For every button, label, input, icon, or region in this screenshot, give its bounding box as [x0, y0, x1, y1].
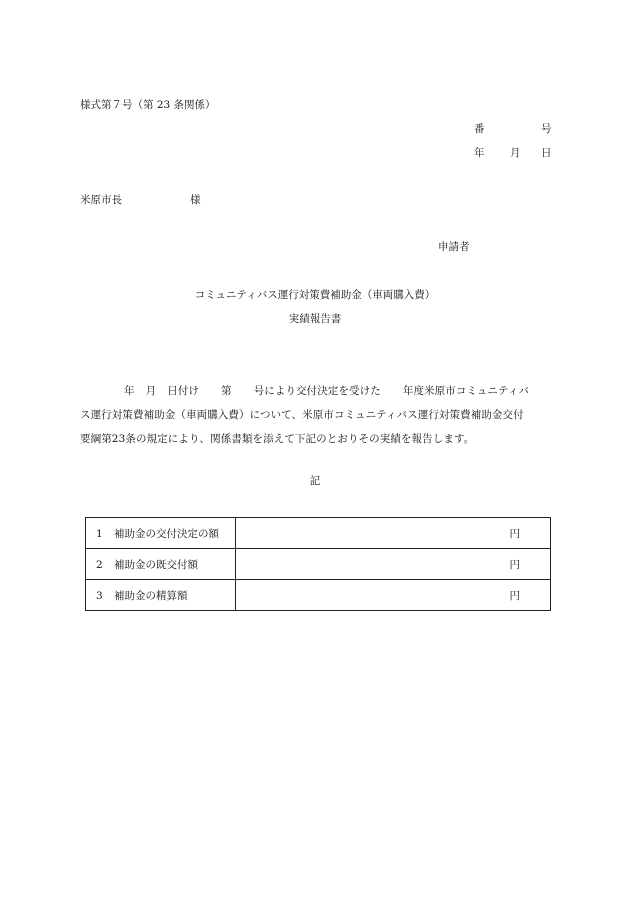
body-month: 月 [145, 385, 157, 397]
table-row [86, 580, 551, 611]
yen-unit: 円 [509, 558, 520, 571]
ki-heading: 記 [309, 475, 321, 487]
row-label-text: 補助金の交付決定の額 [114, 527, 219, 540]
body-line-1 [80, 379, 552, 403]
body-year: 年 [124, 385, 135, 397]
ref-ban-label: 番 [474, 123, 485, 135]
addressee [80, 193, 201, 207]
date-day-label: 日 [541, 147, 552, 159]
yen-unit: 円 [509, 589, 520, 602]
row-label [86, 518, 236, 549]
body-dated: 日付け [167, 385, 200, 397]
row-label [86, 580, 236, 611]
date-year-label: 年 [474, 147, 485, 159]
yen-unit: 円 [509, 527, 520, 540]
amounts-table [85, 517, 551, 611]
form-number: 様式第７号（第 23 条関係） [80, 99, 216, 111]
body-fiscal: 年度米原市コミュニティバ [402, 385, 529, 397]
row-label [86, 549, 236, 580]
addressee-name: 米原市長 [80, 194, 122, 206]
amount-field[interactable] [236, 580, 551, 611]
body-line-2: ス運行対策費補助金（車両購入費）について、米原市コミュニティバス運行対策費補助金交付 [80, 409, 524, 421]
amount-field[interactable] [236, 549, 551, 580]
addressee-honorific: 様 [190, 194, 201, 206]
report-body [80, 379, 552, 451]
body-line-3: 要綱第23条の規定により、関係書類を添えて下記のとおりその実績を報告します。 [80, 433, 475, 445]
date-month-label: 月 [510, 147, 521, 159]
applicant-label: 申請者 [438, 241, 470, 253]
body-dai: 第 [221, 385, 232, 397]
document-subtitle: 実績報告書 [288, 313, 342, 325]
row-number: 3 [96, 589, 103, 602]
table-row [86, 518, 551, 549]
table-row [86, 549, 551, 580]
ref-go-label: 号 [541, 123, 552, 135]
row-number: 1 [96, 527, 103, 540]
row-label-text: 補助金の精算額 [114, 589, 188, 602]
document-title: コミュニティバス運行対策費補助金（車両購入費） [194, 289, 436, 301]
row-label-text: 補助金の既交付額 [114, 558, 198, 571]
amount-field[interactable] [236, 518, 551, 549]
row-number: 2 [96, 558, 103, 571]
body-go: 号により交付決定を受けた [253, 385, 381, 397]
